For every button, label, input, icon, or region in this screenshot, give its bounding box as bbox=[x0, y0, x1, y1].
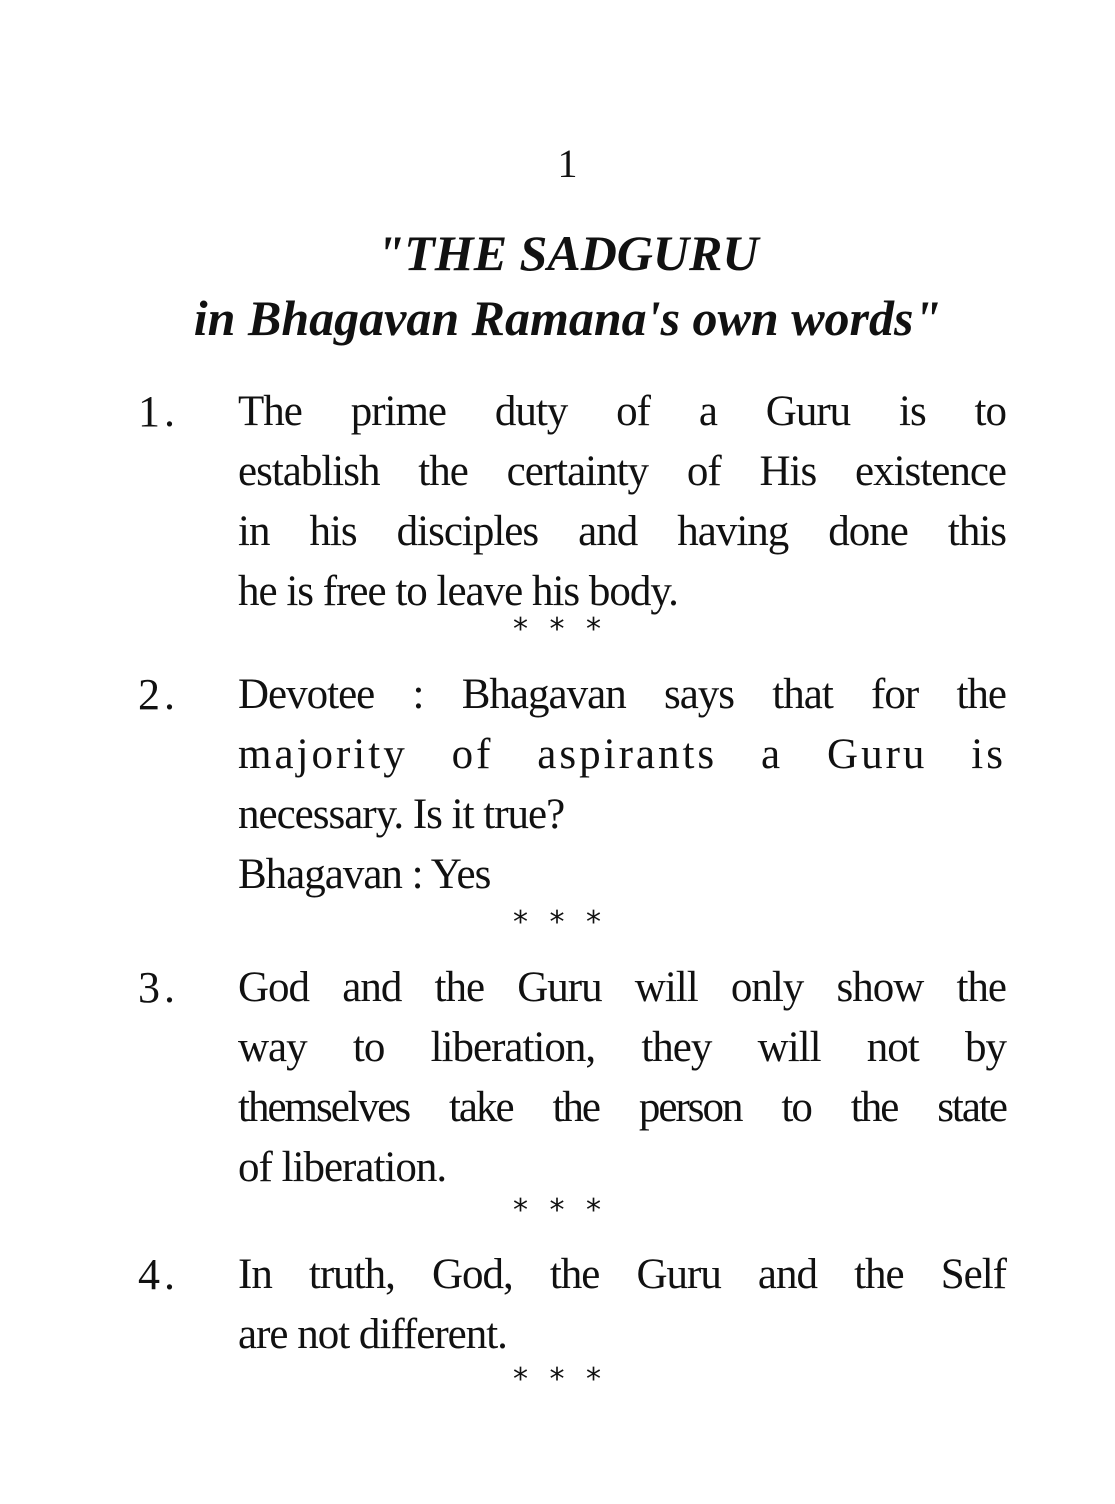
item-line: In truth, God, the Guru and the Self bbox=[238, 1251, 1006, 1298]
item-line: themselves take the person to the state bbox=[238, 1084, 1006, 1131]
item-line: he is free to leave his body. bbox=[238, 568, 678, 615]
chapter-title: "THE SADGURU bbox=[376, 225, 759, 281]
item-line: way to liberation, they will not by bbox=[238, 1024, 1006, 1071]
chapter-subtitle: in Bhagavan Ramana's own words" bbox=[193, 290, 942, 346]
item-line: Devotee : Bhagavan says that for the bbox=[238, 671, 1006, 718]
item-line: Bhagavan : Yes bbox=[238, 851, 491, 898]
item-number: 1. bbox=[138, 387, 179, 436]
item-line: establish the certainty of His existence bbox=[238, 448, 1006, 495]
item-line: necessary. Is it true? bbox=[238, 791, 565, 838]
separator-stars: * * * bbox=[512, 905, 608, 940]
item-line: in his disciples and having done this bbox=[238, 508, 1006, 555]
page-number: 1 bbox=[557, 141, 578, 186]
separator-stars: * * * bbox=[512, 1193, 608, 1228]
item-line: are not different. bbox=[238, 1311, 507, 1358]
item-line: God and the Guru will only show the bbox=[238, 964, 1006, 1011]
item-number: 2. bbox=[138, 670, 179, 719]
item-text bbox=[238, 958, 1006, 1198]
item-text bbox=[238, 1245, 1006, 1365]
separator-stars: * * * bbox=[512, 1362, 608, 1397]
separator-stars: * * * bbox=[512, 612, 608, 647]
item-number: 4. bbox=[138, 1250, 179, 1299]
item-number: 3. bbox=[138, 963, 179, 1012]
item-line: of liberation. bbox=[238, 1144, 447, 1191]
item-line: The prime duty of a Guru is to bbox=[238, 388, 1006, 435]
item-line: majority of aspirants a Guru is bbox=[238, 731, 1006, 778]
item-text bbox=[238, 382, 1006, 622]
item-text bbox=[238, 665, 1006, 905]
